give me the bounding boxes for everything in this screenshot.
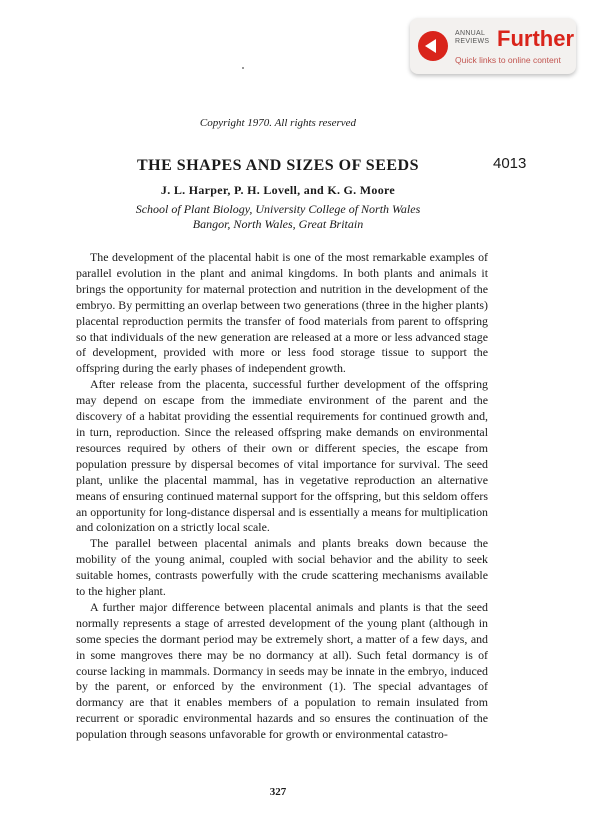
authors: J. L. Harper, P. H. Lovell, and K. G. Moore [160, 183, 396, 197]
paragraph: A further major difference between placental animals and plants is that the seed normally represents a stage of arrested development of the young plant (although in some species the dormant period may be extremely short, a matter of a few days, and in some mangroves there may be no dormancy at all). Such fetal dormancy is of course lacking in mammals. Dormancy in seeds may be innate in the embryo, induced by the parent, or enforced by the environment (1). The special advantages of dormancy are that it enables members of a population to remain insulated from recurrent or sporadic environmental hazards and so ensures the continuation of the population through seasons unfavorable for growth or environmental catastro- [76, 599, 488, 742]
article-title: THE SHAPES AND SIZES OF SEEDS [137, 157, 419, 174]
quick-links-text[interactable]: Quick links to online content [455, 55, 561, 65]
further-title: Further [497, 26, 574, 51]
article-code: 4013 [493, 155, 527, 172]
back-arrow-icon [418, 31, 448, 61]
paragraph: After release from the placenta, successful further development of the offspring may depend on escape from the immediate environment of the parent and the discovery of a habitat providing the essential requirements for continued growth and, in turn, reproduction. Since the released offspring make demands on environmental resources required by others of their own or different species, the escape from population pressure by dispersal becomes of vital importance for survival. The seed plant, unlike the placental mammal, has in vegetative reproduction an alternative means of ensuring continued maternal support for the offspring, but this seldom offers an opportunity for long-distance dispersal and is essentially a means for multiplication and colonization on a strictly local scale. [76, 377, 488, 535]
scan-speck [242, 67, 244, 69]
affiliation [0, 202, 556, 232]
paragraph: The development of the placental habit is one of the most remarkable examples of parallel evolution in the plant and animal kingdoms. In both plants and animals it brings the opportunity for maternal protection and nutrition in the development of the embryo. By permitting an overlap between two generations (three in the higher plants) placental reproduction permits the transfer of food materials from parent to offspring so that individuals of the new generation are released at a more or less advanced stage of development, provided with more or less food storage tissue to support the offspring during the early phases of independent growth. [76, 250, 488, 376]
affiliation-line: Bangor, North Wales, Great Britain [192, 217, 364, 231]
copyright-notice: Copyright 1970. All rights reserved [199, 117, 357, 129]
annual-reviews-label: ANNUAL REVIEWS [455, 30, 490, 45]
paragraph: The parallel between placental animals and plants breaks down because the mobility of the young animal, coupled with social behavior and the ability to seek suitable homes, contrasts powerfully with the crude scattering mechanisms available to the higher plant. [76, 536, 488, 599]
article-body [76, 250, 488, 743]
affiliation-line: School of Plant Biology, University College of North Wales [135, 202, 421, 216]
page-number: 327 [269, 786, 287, 798]
further-quick-links-badge[interactable] [410, 18, 576, 74]
